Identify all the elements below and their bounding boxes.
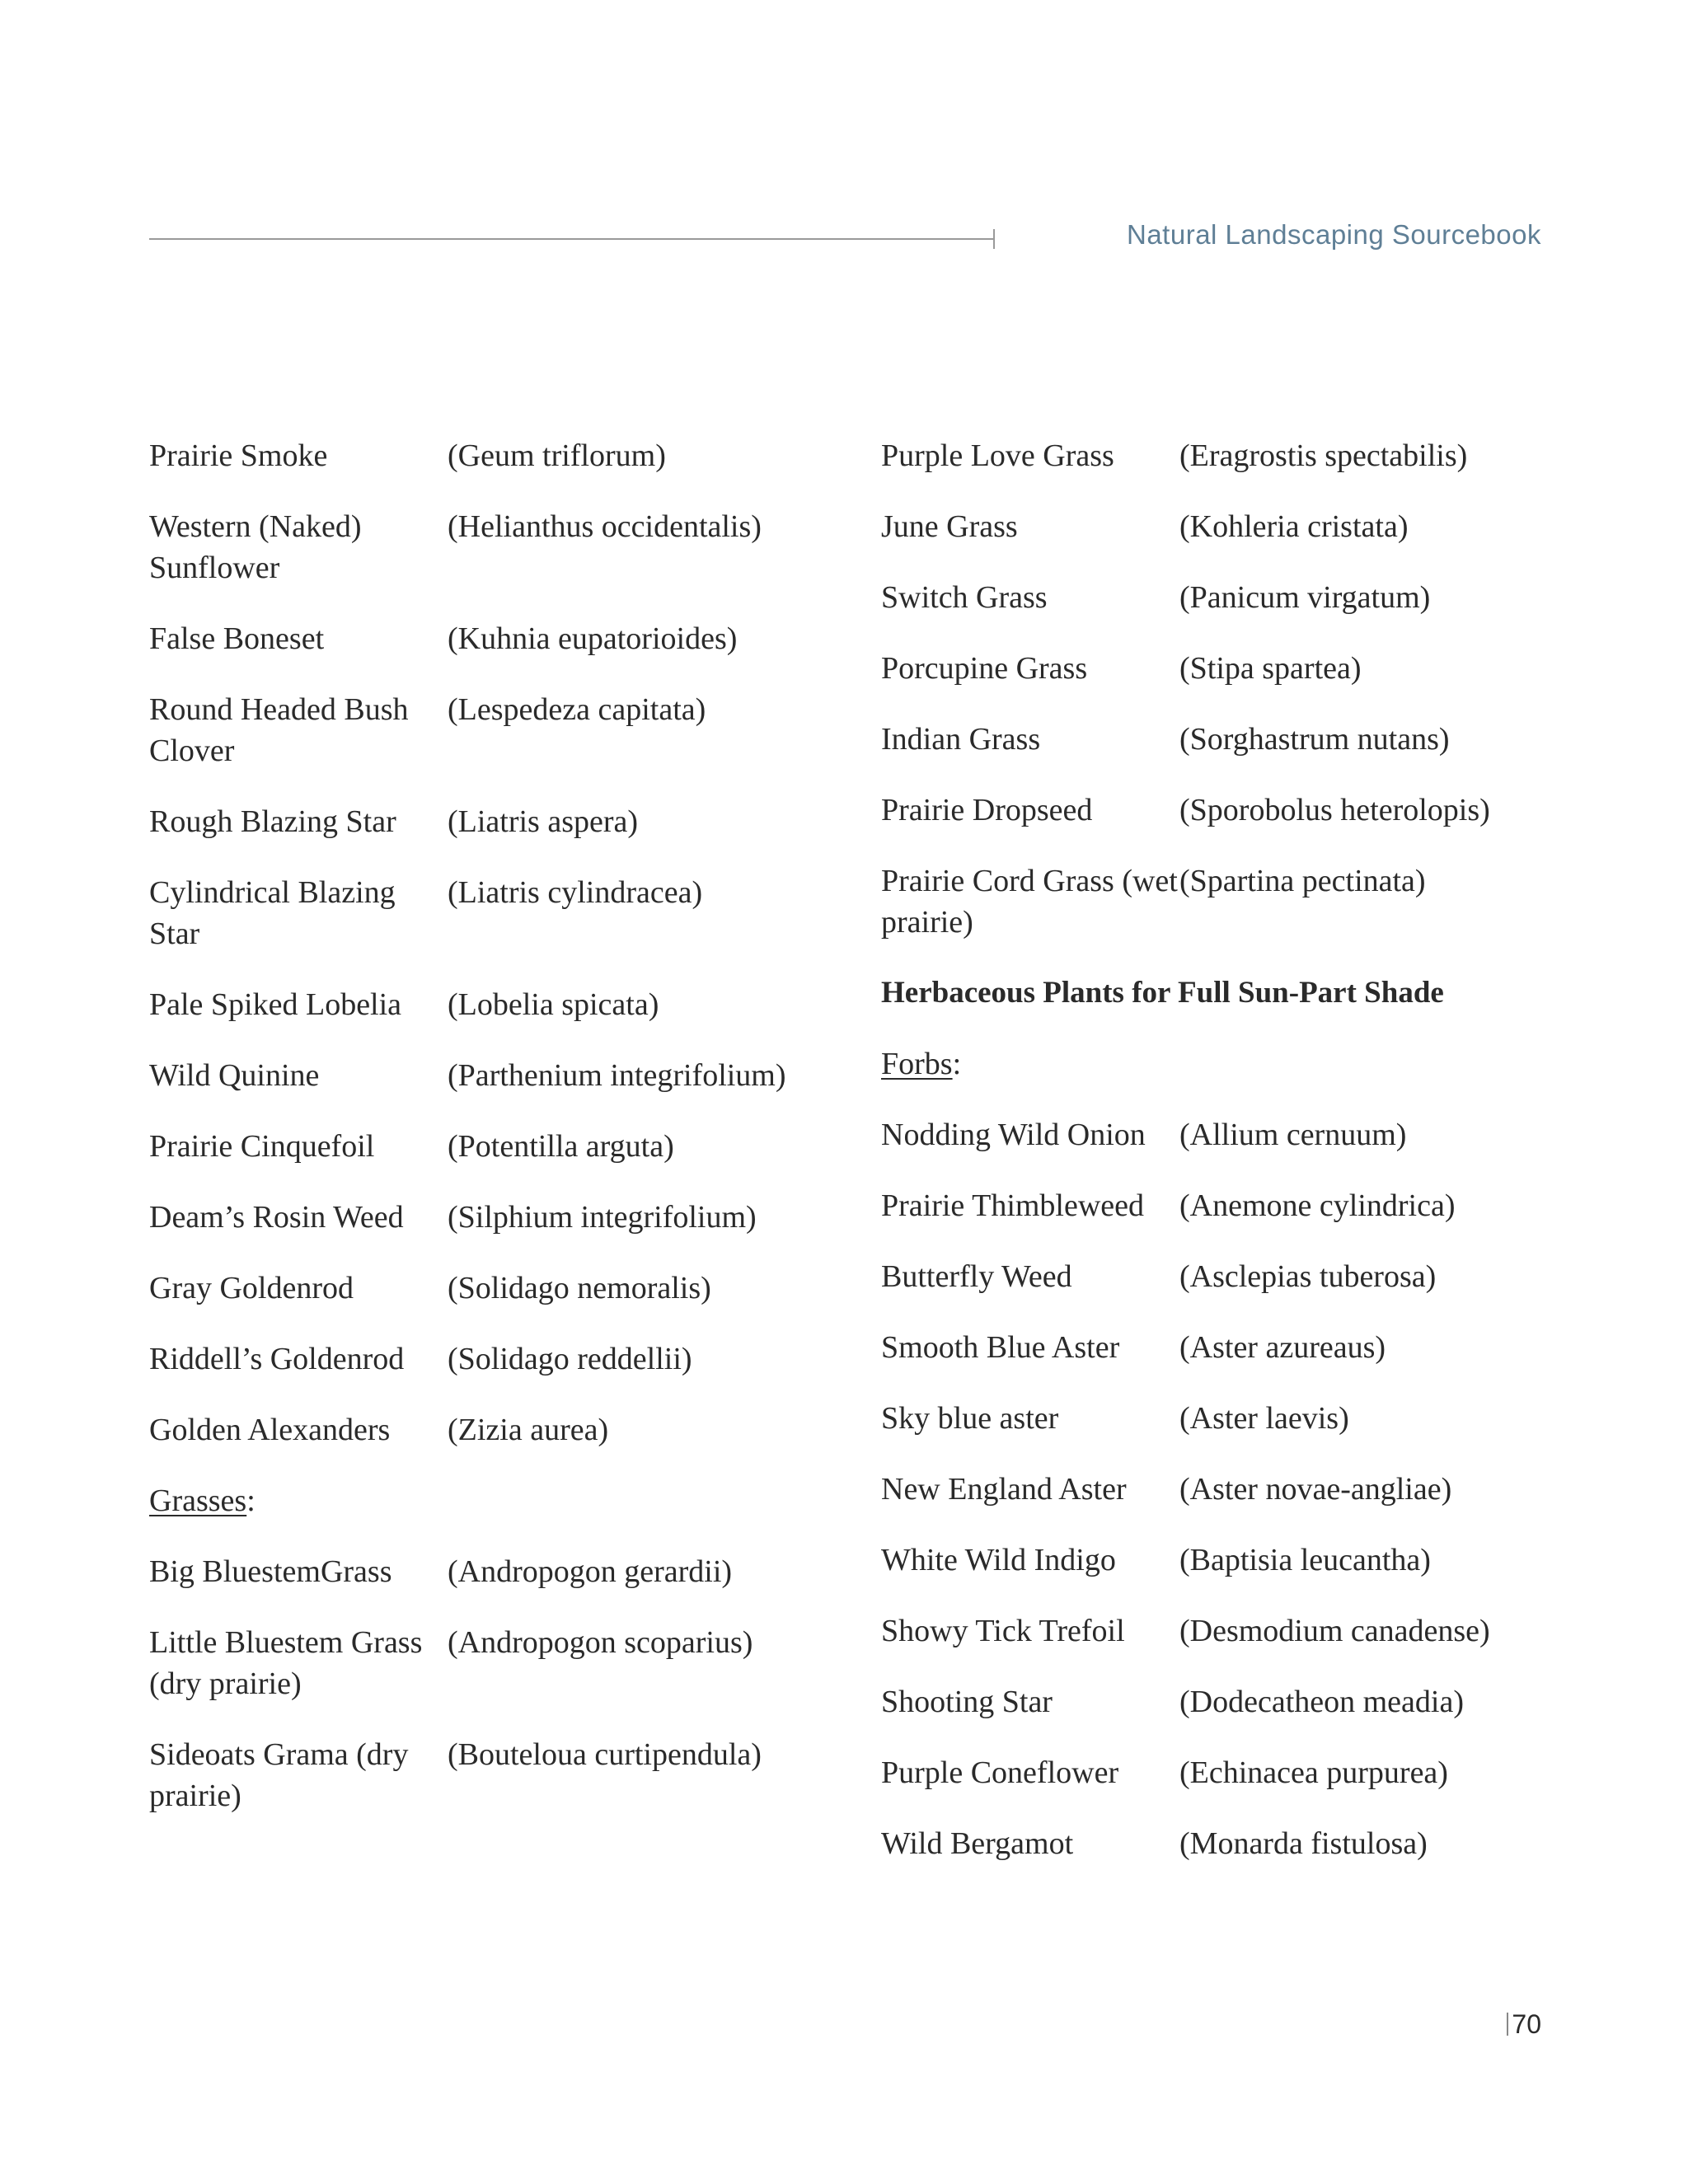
left-column bbox=[149, 435, 874, 1846]
plant-row bbox=[881, 1752, 1557, 1793]
plant-common-name: Prairie Cord Grass (wet prairie) bbox=[881, 864, 1178, 940]
plant-common-name: Prairie Cinquefoil bbox=[149, 1129, 375, 1164]
plant-common-name: Prairie Smoke bbox=[149, 438, 328, 473]
plant-row bbox=[881, 577, 1557, 618]
plant-common-name: Gray Goldenrod bbox=[149, 1271, 354, 1305]
plant-row bbox=[881, 1398, 1557, 1439]
plant-common-name: Wild Quinine bbox=[149, 1058, 320, 1093]
plant-row bbox=[881, 1327, 1557, 1368]
plant-common-name: Rough Blazing Star bbox=[149, 804, 396, 839]
plant-row bbox=[149, 1126, 874, 1167]
plant-common-name: White Wild Indigo bbox=[881, 1543, 1116, 1577]
plant-latin-name: (Kohleria cristata) bbox=[1179, 509, 1409, 544]
plant-common-name: Deam’s Rosin Weed bbox=[149, 1200, 404, 1235]
header-rule-tick bbox=[993, 229, 995, 249]
plant-latin-name: (Monarda fistulosa) bbox=[1179, 1826, 1428, 1861]
plant-row bbox=[149, 1268, 874, 1309]
right-column bbox=[881, 435, 1557, 1894]
plant-common-name: Little Bluestem Grass (dry prairie) bbox=[149, 1625, 423, 1701]
plant-row bbox=[149, 1409, 874, 1451]
plant-row bbox=[149, 984, 874, 1025]
plant-common-name: Pale Spiked Lobelia bbox=[149, 987, 402, 1022]
page-number-bar bbox=[1507, 2013, 1508, 2036]
plant-latin-name: (Sorghastrum nutans) bbox=[1179, 722, 1450, 757]
plant-latin-name: (Helianthus occidentalis) bbox=[448, 509, 762, 544]
running-header-title: Natural Landscaping Sourcebook bbox=[1127, 219, 1541, 250]
plant-common-name: Round Headed Bush Clover bbox=[149, 692, 409, 768]
grasses-heading bbox=[149, 1480, 874, 1521]
plant-latin-name: (Solidago reddellii) bbox=[448, 1342, 692, 1376]
plant-latin-name: (Andropogon scoparius) bbox=[448, 1625, 753, 1660]
plant-latin-name: (Aster novae-angliae) bbox=[1179, 1472, 1452, 1507]
plant-common-name: Sideoats Grama (dry prairie) bbox=[149, 1737, 409, 1813]
plant-row bbox=[881, 1185, 1557, 1226]
right-forb-list bbox=[881, 1114, 1557, 1864]
herbaceous-plants-heading: Herbaceous Plants for Full Sun-Part Shade bbox=[881, 976, 1444, 1010]
plant-latin-name: (Lobelia spicata) bbox=[448, 987, 659, 1022]
plant-latin-name: (Aster azureaus) bbox=[1179, 1330, 1386, 1365]
plant-row bbox=[149, 1622, 874, 1704]
plant-latin-name: (Sporobolus heterolopis) bbox=[1179, 793, 1490, 827]
plant-latin-name: (Panicum virgatum) bbox=[1179, 580, 1431, 615]
plant-row bbox=[881, 1681, 1557, 1722]
plant-latin-name: (Zizia aurea) bbox=[448, 1413, 609, 1447]
plant-common-name: Purple Love Grass bbox=[881, 438, 1114, 473]
page-number-text: 70 bbox=[1512, 2009, 1541, 2039]
plant-common-name: Golden Alexanders bbox=[149, 1413, 391, 1447]
plant-common-name: New England Aster bbox=[881, 1472, 1127, 1507]
plant-row bbox=[149, 618, 874, 659]
plant-common-name: Switch Grass bbox=[881, 580, 1048, 615]
plant-common-name: Nodding Wild Onion bbox=[881, 1118, 1146, 1152]
plant-latin-name: (Bouteloua curtipendula) bbox=[448, 1737, 762, 1772]
plant-row bbox=[881, 860, 1557, 943]
plant-row bbox=[881, 435, 1557, 476]
left-grass-list bbox=[149, 1551, 874, 1816]
forbs-heading bbox=[881, 1043, 1557, 1085]
plant-latin-name: (Dodecatheon meadia) bbox=[1179, 1685, 1464, 1719]
plant-latin-name: (Geum triflorum) bbox=[448, 438, 666, 473]
plant-row bbox=[881, 790, 1557, 831]
plant-latin-name: (Liatris cylindracea) bbox=[448, 875, 703, 910]
plant-common-name: Indian Grass bbox=[881, 722, 1041, 757]
forbs-heading-text: Forbs bbox=[881, 1047, 953, 1081]
plant-common-name: Purple Coneflower bbox=[881, 1755, 1119, 1790]
plant-latin-name: (Parthenium integrifolium) bbox=[448, 1058, 786, 1093]
plant-latin-name: (Baptisia leucantha) bbox=[1179, 1543, 1431, 1577]
plant-common-name: False Boneset bbox=[149, 621, 325, 656]
plant-common-name: Shooting Star bbox=[881, 1685, 1053, 1719]
plant-latin-name: (Allium cernuum) bbox=[1179, 1118, 1407, 1152]
plant-row bbox=[881, 719, 1557, 760]
grasses-heading-text: Grasses bbox=[149, 1483, 247, 1518]
plant-common-name: Prairie Thimbleweed bbox=[881, 1188, 1145, 1223]
plant-common-name: Porcupine Grass bbox=[881, 651, 1088, 686]
plant-latin-name: (Asclepias tuberosa) bbox=[1179, 1259, 1437, 1294]
plant-row bbox=[149, 1197, 874, 1238]
plant-latin-name: (Aster laevis) bbox=[1179, 1401, 1349, 1436]
plant-latin-name: (Solidago nemoralis) bbox=[448, 1271, 711, 1305]
plant-common-name: Sky blue aster bbox=[881, 1401, 1059, 1436]
plant-common-name: Cylindrical Blazing Star bbox=[149, 875, 396, 951]
plant-row bbox=[149, 1551, 874, 1592]
plant-row bbox=[149, 506, 874, 588]
plant-row bbox=[149, 435, 874, 476]
plant-row bbox=[149, 1338, 874, 1380]
plant-row bbox=[881, 1823, 1557, 1864]
plant-latin-name: (Liatris aspera) bbox=[448, 804, 639, 839]
plant-row bbox=[881, 1114, 1557, 1155]
plant-latin-name: (Silphium integrifolium) bbox=[448, 1200, 757, 1235]
plant-row bbox=[149, 689, 874, 771]
plant-common-name: Riddell’s Goldenrod bbox=[149, 1342, 405, 1376]
forbs-heading-colon: : bbox=[952, 1047, 962, 1081]
plant-latin-name: (Lespedeza capitata) bbox=[448, 692, 706, 727]
plant-latin-name: (Anemone cylindrica) bbox=[1179, 1188, 1456, 1223]
plant-row bbox=[881, 1540, 1557, 1581]
page-number bbox=[1507, 2009, 1541, 2040]
plant-row bbox=[881, 1469, 1557, 1510]
plant-row bbox=[881, 1256, 1557, 1297]
plant-common-name: June Grass bbox=[881, 509, 1018, 544]
plant-row bbox=[881, 1610, 1557, 1652]
plant-latin-name: (Kuhnia eupatorioides) bbox=[448, 621, 738, 656]
plant-latin-name: (Andropogon gerardii) bbox=[448, 1554, 733, 1589]
left-plant-list bbox=[149, 435, 874, 1451]
plant-latin-name: (Eragrostis spectabilis) bbox=[1179, 438, 1468, 473]
plant-row bbox=[149, 1055, 874, 1096]
plant-latin-name: (Potentilla arguta) bbox=[448, 1129, 674, 1164]
plant-latin-name: (Spartina pectinata) bbox=[1179, 864, 1426, 898]
grasses-heading-colon: : bbox=[246, 1483, 256, 1518]
plant-common-name: Big BluestemGrass bbox=[149, 1554, 392, 1589]
plant-row bbox=[149, 1734, 874, 1816]
plant-common-name: Wild Bergamot bbox=[881, 1826, 1074, 1861]
plant-common-name: Western (Naked) Sunflower bbox=[149, 509, 362, 585]
right-grass-list bbox=[881, 435, 1557, 943]
plant-row bbox=[149, 872, 874, 954]
plant-row bbox=[149, 801, 874, 842]
header-rule bbox=[149, 238, 994, 240]
plant-latin-name: (Stipa spartea) bbox=[1179, 651, 1362, 686]
plant-common-name: Smooth Blue Aster bbox=[881, 1330, 1120, 1365]
plant-common-name: Butterfly Weed bbox=[881, 1259, 1072, 1294]
plant-common-name: Prairie Dropseed bbox=[881, 793, 1093, 827]
plant-row bbox=[881, 506, 1557, 547]
plant-row bbox=[881, 648, 1557, 689]
plant-common-name: Showy Tick Trefoil bbox=[881, 1614, 1125, 1648]
plant-latin-name: (Echinacea purpurea) bbox=[1179, 1755, 1448, 1790]
plant-latin-name: (Desmodium canadense) bbox=[1179, 1614, 1490, 1648]
